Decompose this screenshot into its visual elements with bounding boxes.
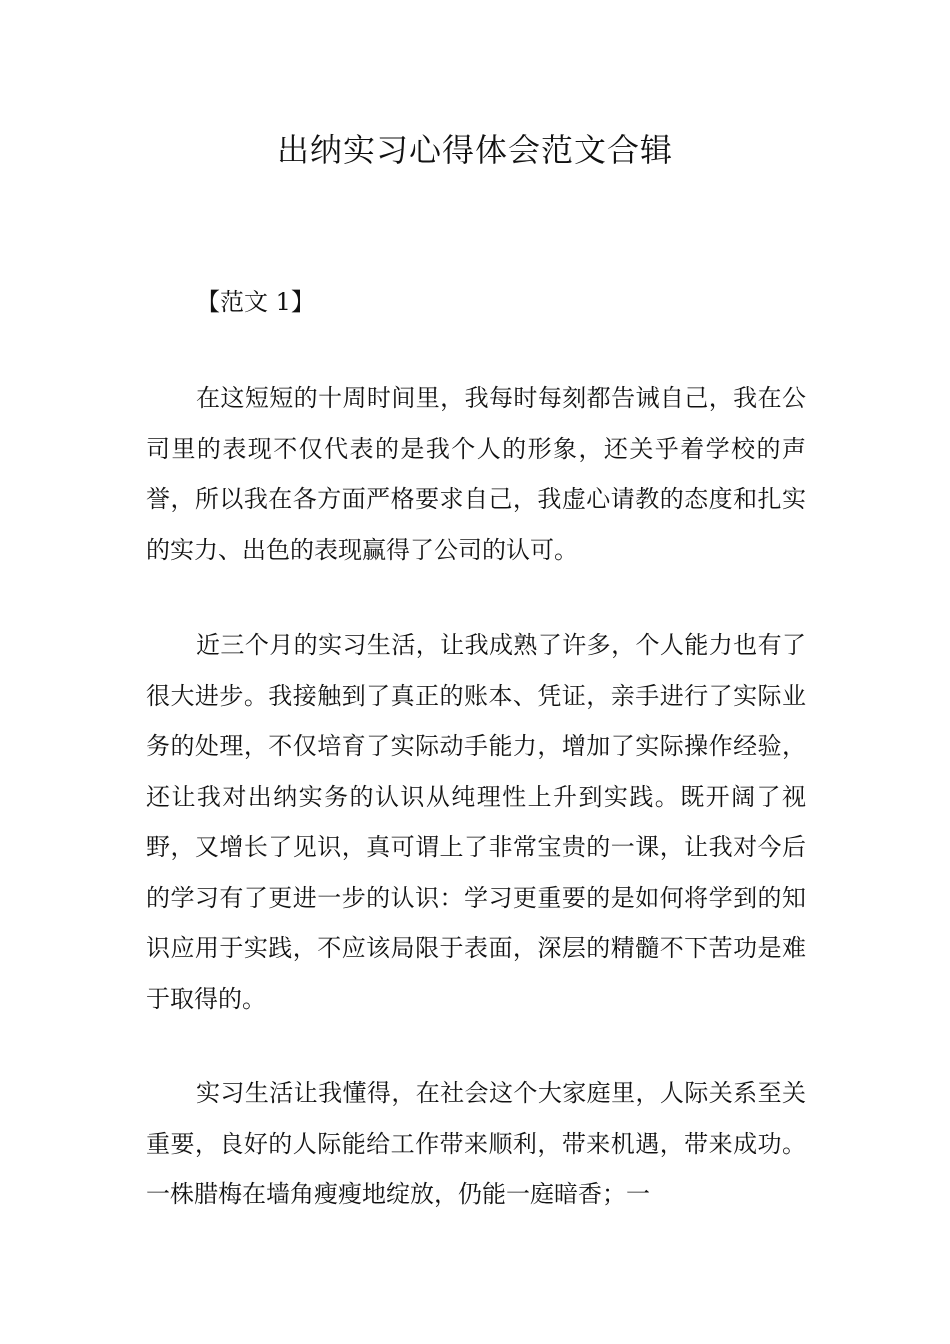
section-label: 【范文 1】 bbox=[196, 288, 315, 316]
paragraph-3: 实习生活让我懂得，在社会这个大家庭里，人际关系至关重要，良好的人际能给工作带来顺利，带来机遇，带来成功。一株腊梅在墙角瘦瘦地绽放，仍能一庭暗香；一 bbox=[146, 1079, 806, 1208]
document-title: 出纳实习心得体会范文合辑 bbox=[276, 131, 673, 169]
paragraph-2: 近三个月的实习生活，让我成熟了许多，个人能力也有了很大进步。我接触到了真正的账本、凭证，亲手进行了实际业务的处理，不仅培育了实际动手能力，增加了实际操作经验，还让我对出纳实务的认识从纯理性上升到实践。既开阔了视野，又增长了见识，真可谓上了非常宝贵的一课，让我对今后的学习有了更进一步的认识：学习更重要的是如何将学到的知识应用于实践，不应该局限于表面，深层的精髓不下苦功是难于取得的。 bbox=[146, 631, 806, 1013]
paragraph-1: 在这短短的十周时间里，我每时每刻都告诫自己，我在公司里的表现不仅代表的是我个人的形象，还关乎着学校的声誉，所以我在各方面严格要求自己，我虚心请教的态度和扎实的实力、出色的表现赢得了公司的认可。 bbox=[146, 384, 806, 564]
